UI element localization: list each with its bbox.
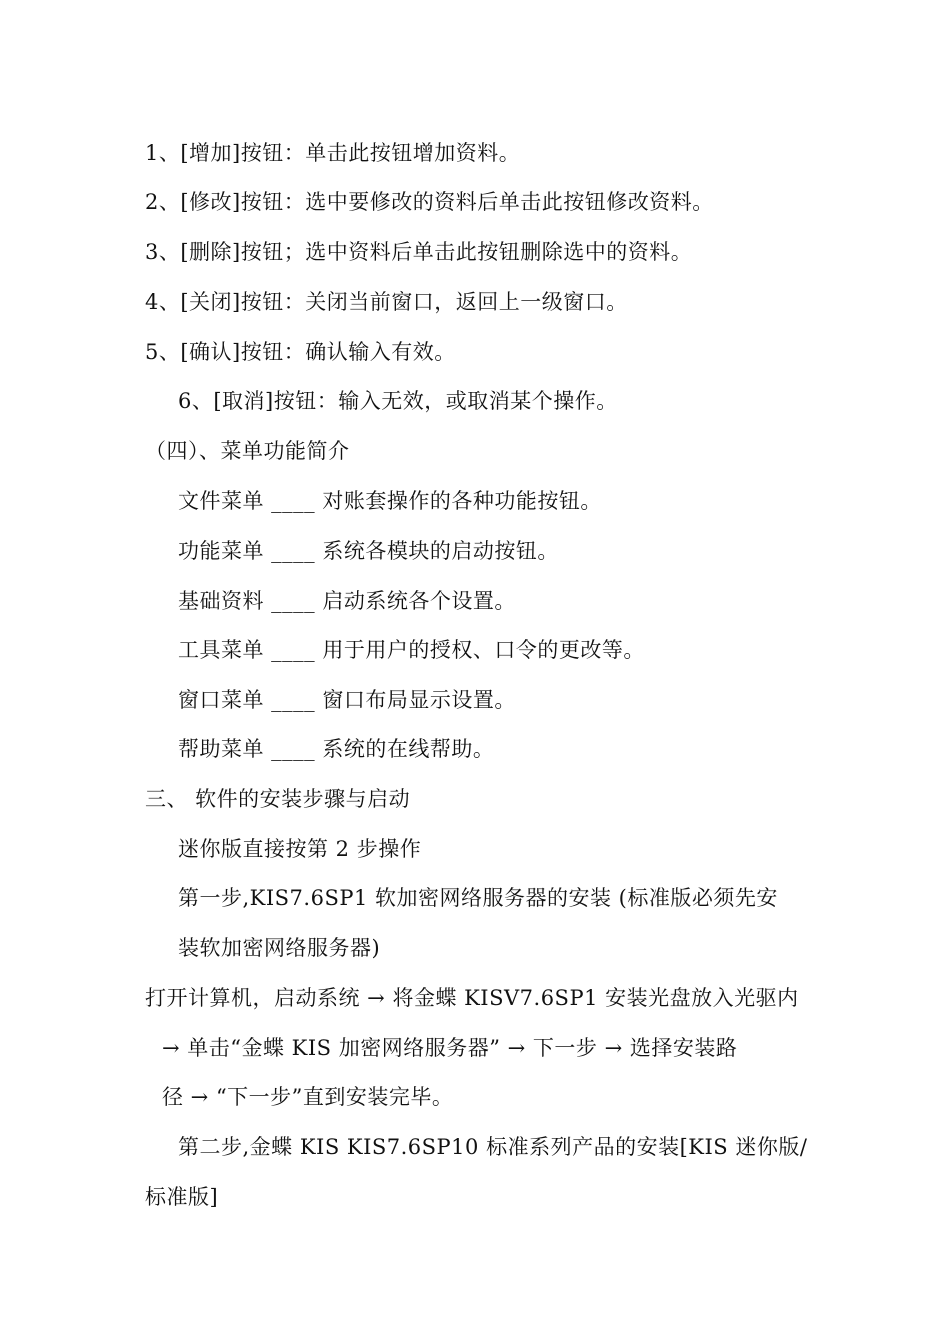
- button-desc-confirm: 5、[确认]按钮：确认输入有效。: [145, 340, 456, 364]
- step2-line1: 第二步,金蝶 KIS KIS7.6SP10 标准系列产品的安装[KIS 迷你版/: [178, 1135, 808, 1159]
- menu-item-function: 功能菜单 ____ 系统各模块的启动按钮。: [178, 539, 559, 563]
- step1-line1: 第一步,KIS7.6SP1 软加密网络服务器的安装 (标准版必须先安: [178, 886, 778, 910]
- button-desc-modify: 2、[修改]按钮：选中要修改的资料后单击此按钮修改资料。: [145, 190, 714, 214]
- button-desc-cancel: 6、[取消]按钮：输入无效，或取消某个操作。: [178, 389, 618, 413]
- menu-item-window: 窗口菜单 ____ 窗口布局显示设置。: [178, 688, 516, 712]
- menu-item-basic-data: 基础资料 ____ 启动系统各个设置。: [178, 589, 516, 613]
- step1-line2: 装软加密网络服务器): [178, 936, 381, 960]
- install-section-heading: 三、 软件的安装步骤与启动: [145, 787, 411, 811]
- button-desc-delete: 3、[删除]按钮；选中资料后单击此按钮删除选中的资料。: [145, 240, 693, 264]
- step2-line2: 标准版]: [145, 1185, 219, 1209]
- install-note: 迷你版直接按第 2 步操作: [178, 837, 422, 861]
- button-desc-close: 4、[关闭]按钮：关闭当前窗口，返回上一级窗口。: [145, 290, 628, 314]
- install-flow-line2: → 单击“金蝶 KIS 加密网络服务器” → 下一步 → 选择安装路: [162, 1036, 738, 1060]
- menu-item-file: 文件菜单 ____ 对账套操作的各种功能按钮。: [178, 489, 602, 513]
- button-desc-add: 1、[增加]按钮：单击此按钮增加资料。: [145, 141, 521, 165]
- menu-section-heading: （四）、菜单功能简介: [145, 439, 350, 463]
- menu-item-tools: 工具菜单 ____ 用于用户的授权、口令的更改等。: [178, 638, 645, 662]
- install-flow-line3: 径 → “下一步”直到安装完毕。: [162, 1085, 454, 1109]
- install-flow-line1: 打开计算机，启动系统 → 将金蝶 KISV7.6SP1 安装光盘放入光驱内: [145, 986, 799, 1010]
- menu-item-help: 帮助菜单 ____ 系统的在线帮助。: [178, 737, 495, 761]
